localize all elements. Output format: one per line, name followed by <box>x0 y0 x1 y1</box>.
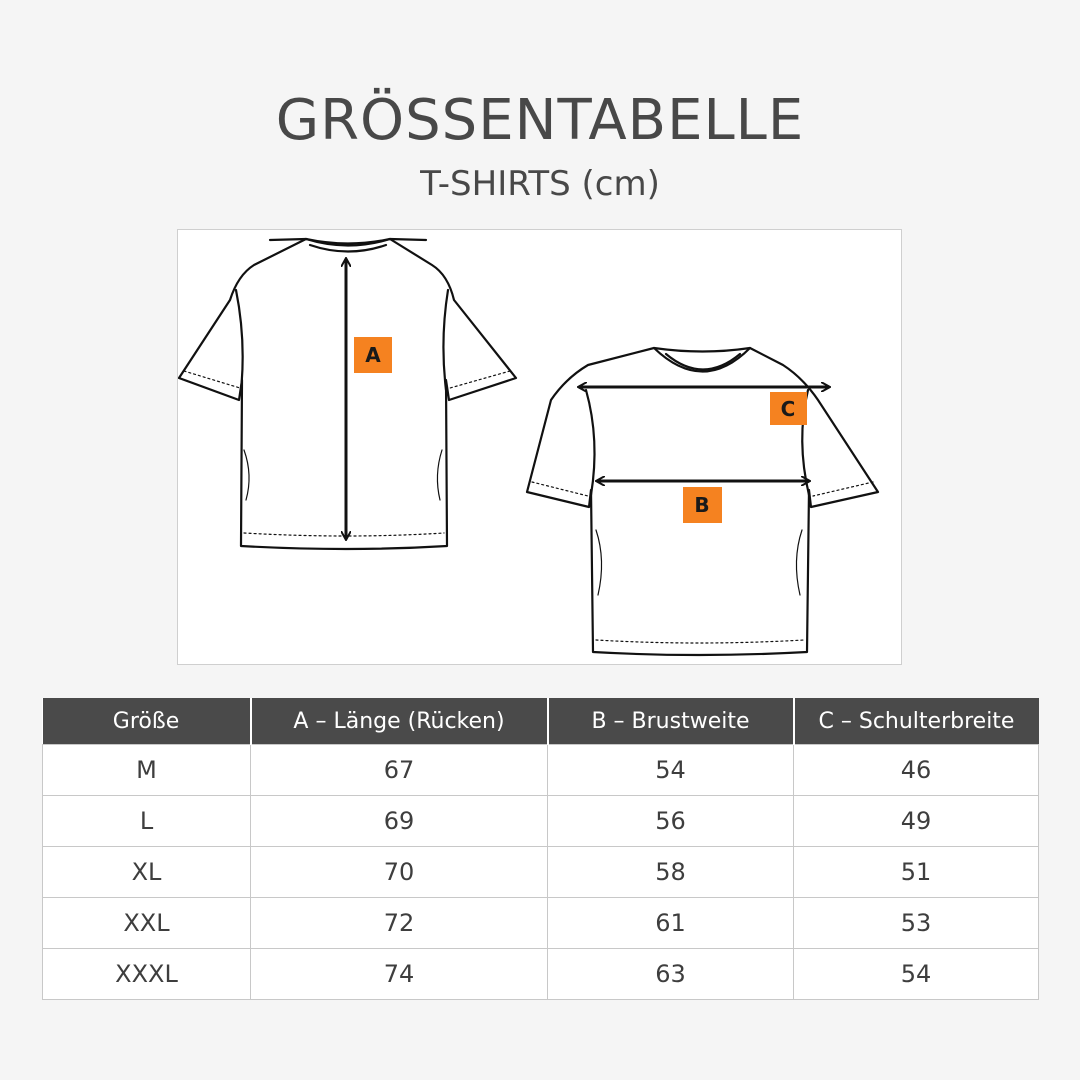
size-table <box>42 698 1039 1000</box>
cell-size: XXXL <box>43 949 251 1000</box>
page-title: GRÖSSENTABELLE <box>275 88 805 153</box>
cell-shoulder: 51 <box>794 847 1039 898</box>
table-row <box>43 796 1039 847</box>
tshirt-illustration <box>177 229 902 665</box>
label-a-text: A <box>365 343 381 367</box>
table-row <box>43 847 1039 898</box>
cell-length: 70 <box>251 847 548 898</box>
cell-chest: 56 <box>548 796 794 847</box>
cell-shoulder: 46 <box>794 745 1039 796</box>
table-header-row <box>43 698 1039 745</box>
header-size: Größe <box>43 698 251 745</box>
table-row <box>43 898 1039 949</box>
page-subtitle: T-SHIRTS (cm) <box>420 164 660 204</box>
cell-chest: 54 <box>548 745 794 796</box>
tshirt-diagram <box>178 230 903 666</box>
cell-length: 67 <box>251 745 548 796</box>
table-row <box>43 949 1039 1000</box>
cell-length: 69 <box>251 796 548 847</box>
cell-shoulder: 53 <box>794 898 1039 949</box>
cell-length: 72 <box>251 898 548 949</box>
cell-size: XL <box>43 847 251 898</box>
cell-shoulder: 54 <box>794 949 1039 1000</box>
label-b-text: B <box>694 493 710 517</box>
header-shoulder: C – Schulterbreite <box>794 698 1039 745</box>
label-c-text: C <box>780 397 796 421</box>
cell-chest: 58 <box>548 847 794 898</box>
table-row <box>43 745 1039 796</box>
header-chest: B – Brustweite <box>548 698 794 745</box>
header-length: A – Länge (Rücken) <box>251 698 548 745</box>
cell-size: M <box>43 745 251 796</box>
cell-size: L <box>43 796 251 847</box>
cell-size: XXL <box>43 898 251 949</box>
cell-chest: 61 <box>548 898 794 949</box>
cell-chest: 63 <box>548 949 794 1000</box>
cell-length: 74 <box>251 949 548 1000</box>
cell-shoulder: 49 <box>794 796 1039 847</box>
